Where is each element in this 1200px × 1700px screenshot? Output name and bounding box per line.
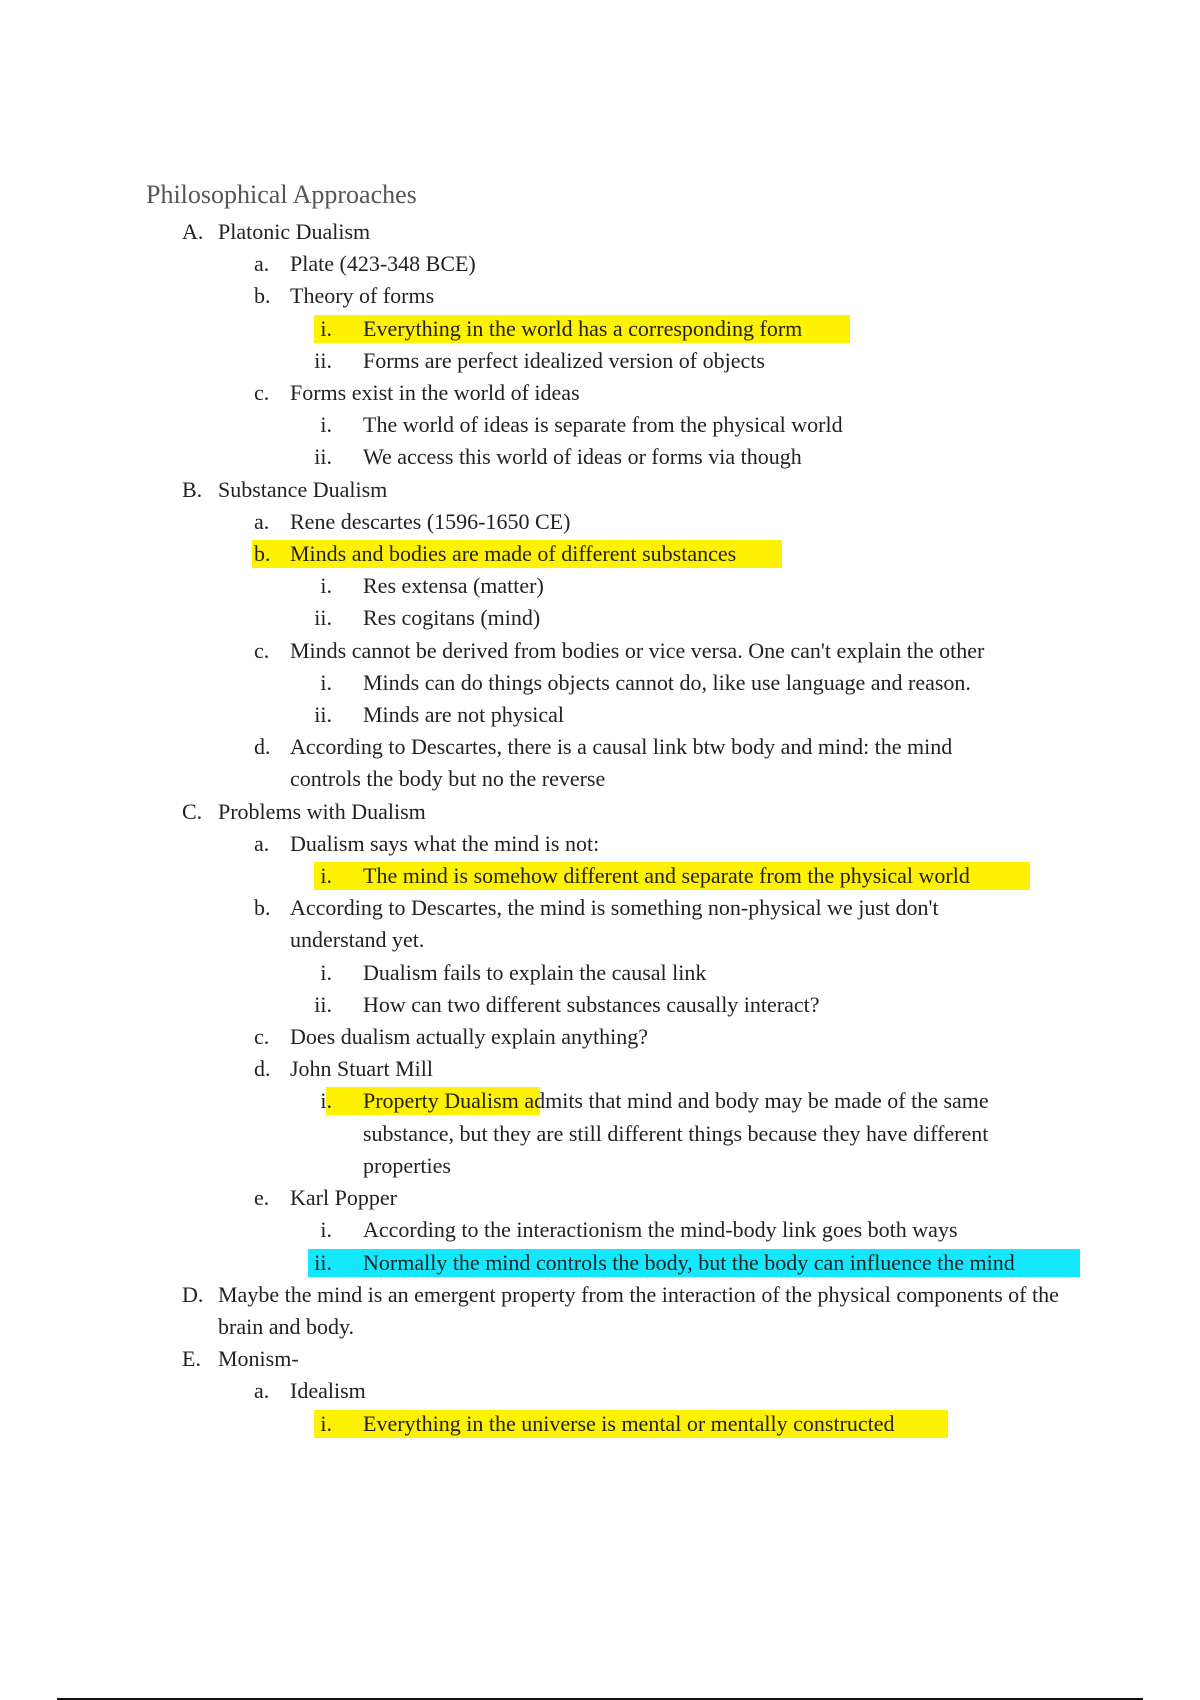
item-text: Platonic Dualism	[218, 219, 371, 244]
item-text: John Stuart Mill	[290, 1056, 434, 1082]
outline-item	[0, 1053, 1200, 1085]
item-text: Dualism fails to explain the causal link	[363, 959, 707, 985]
outline-item	[0, 377, 1200, 409]
outline-item	[0, 1182, 1200, 1214]
item-marker: c.	[254, 637, 270, 663]
item-marker: i.	[320, 412, 332, 438]
item-text: Everything in the universe is mental or mentally constructed	[363, 1410, 895, 1436]
item-text: Problems with Dualism	[218, 798, 426, 824]
outline-item	[0, 1214, 1200, 1246]
outline-item	[0, 570, 1200, 602]
item-marker: ii.	[314, 605, 332, 631]
outline-item	[0, 506, 1200, 538]
item-marker: i.	[320, 1088, 332, 1114]
outline-item-d	[0, 1279, 1200, 1343]
item-marker: D.	[182, 1281, 204, 1307]
item-text: Plate (423-348 BCE)	[290, 251, 476, 277]
item-marker: a.	[254, 251, 270, 277]
item-marker: i.	[320, 315, 332, 341]
outline-item	[0, 892, 1200, 956]
item-text: According to the interactionism the mind-body link goes both ways	[363, 1217, 958, 1243]
outline-item	[0, 731, 1200, 795]
item-marker: c.	[254, 380, 270, 406]
item-marker: i.	[320, 669, 332, 695]
outline-item-a	[0, 216, 1200, 248]
outline-item	[0, 345, 1200, 377]
item-marker: i.	[320, 863, 332, 889]
item-marker: e.	[254, 1185, 270, 1211]
outline-item	[0, 667, 1200, 699]
item-marker: i.	[320, 1217, 332, 1243]
item-marker: b.	[254, 283, 271, 309]
item-text: Minds cannot be derived from bodies or vice versa. One can't explain the other	[290, 637, 985, 663]
outline-item	[0, 989, 1200, 1021]
outline-item	[0, 957, 1200, 989]
item-text: Forms are perfect idealized version of objects	[363, 347, 765, 373]
item-text: How can two different substances causally interact?	[363, 991, 820, 1017]
item-marker: E.	[182, 1346, 201, 1372]
item-text: Monism-	[218, 1346, 299, 1372]
item-text: Everything in the world has a corresponding form	[363, 315, 803, 341]
item-text: Minds and bodies are made of different substances	[290, 541, 737, 567]
item-marker: b.	[254, 895, 271, 921]
outline-item-e	[0, 1343, 1200, 1375]
item-text: Rene descartes (1596-1650 CE)	[290, 508, 571, 534]
item-text: Karl Popper	[290, 1185, 397, 1211]
page-title: Philosophical Approaches	[146, 180, 417, 209]
item-text: The mind is somehow different and separate from the physical world	[363, 863, 970, 889]
item-text: Minds can do things objects cannot do, like use language and reason.	[363, 669, 971, 695]
highlighted-term: Property Dualism	[363, 1088, 519, 1114]
item-marker: c.	[254, 1024, 270, 1050]
item-marker: i.	[320, 1410, 332, 1436]
item-marker: a.	[254, 830, 270, 856]
item-text: Res extensa (matter)	[363, 573, 544, 599]
outline-item	[0, 828, 1200, 860]
item-text: Res cogitans (mind)	[363, 605, 541, 631]
outline-item	[0, 602, 1200, 634]
outline-item-c	[0, 796, 1200, 828]
item-marker: a.	[254, 508, 270, 534]
item-marker: d.	[254, 734, 271, 760]
outline-item	[0, 699, 1200, 731]
outline-item	[0, 248, 1200, 280]
item-marker: a.	[254, 1378, 270, 1404]
outline-list	[0, 216, 1200, 1440]
item-text: We access this world of ideas or forms via though	[363, 444, 802, 470]
item-text: Idealism	[290, 1378, 366, 1404]
item-marker: C.	[182, 798, 203, 824]
outline-item	[0, 1375, 1200, 1407]
outline-item	[0, 280, 1200, 312]
outline-item	[0, 409, 1200, 441]
item-text: Forms exist in the world of ideas	[290, 380, 580, 406]
item-text: Normally the mind controls the body, but the body can influence the mind	[363, 1249, 1015, 1275]
outline-item	[0, 1085, 1200, 1182]
item-marker: i.	[320, 573, 332, 599]
item-text: Theory of forms	[290, 283, 435, 309]
item-marker: ii.	[314, 991, 332, 1017]
outline-item	[0, 635, 1200, 667]
outline-item-highlighted	[0, 860, 1200, 892]
item-text: Minds are not physical	[363, 702, 565, 728]
item-text: According to Descartes, there is a causal link btw body and mind: the mind controls the body but no the reverse	[290, 734, 953, 792]
outline-item-highlighted	[0, 538, 1200, 570]
item-text: Substance Dualism	[218, 476, 388, 502]
item-marker: ii.	[314, 702, 332, 728]
outline-item	[0, 441, 1200, 473]
item-text-rest: admits that mind and body may be made of the same substance, but they are still different things because they have different properties	[363, 1088, 989, 1178]
item-marker: d.	[254, 1056, 271, 1082]
item-marker: i.	[320, 959, 332, 985]
outline-item-highlighted	[0, 1408, 1200, 1440]
item-text: Does dualism actually explain anything?	[290, 1024, 649, 1050]
item-text: According to Descartes, the mind is something non-physical we just don't understand yet.	[290, 895, 939, 953]
item-text: The world of ideas is separate from the physical world	[363, 412, 843, 438]
item-text: Maybe the mind is an emergent property from the interaction of the physical components of the brain and body.	[218, 1281, 1059, 1339]
item-marker: B.	[182, 476, 203, 502]
item-marker: ii.	[314, 444, 332, 470]
item-marker: ii.	[314, 1249, 332, 1275]
item-marker: A.	[182, 219, 204, 244]
outline-item-highlighted	[0, 313, 1200, 345]
item-text	[363, 1085, 1053, 1182]
outline-item	[0, 1021, 1200, 1053]
item-marker: ii.	[314, 347, 332, 373]
item-marker: b.	[254, 541, 271, 567]
outline-item-highlighted	[0, 1247, 1200, 1279]
item-text: Dualism says what the mind is not:	[290, 830, 600, 856]
outline-item-b	[0, 474, 1200, 506]
